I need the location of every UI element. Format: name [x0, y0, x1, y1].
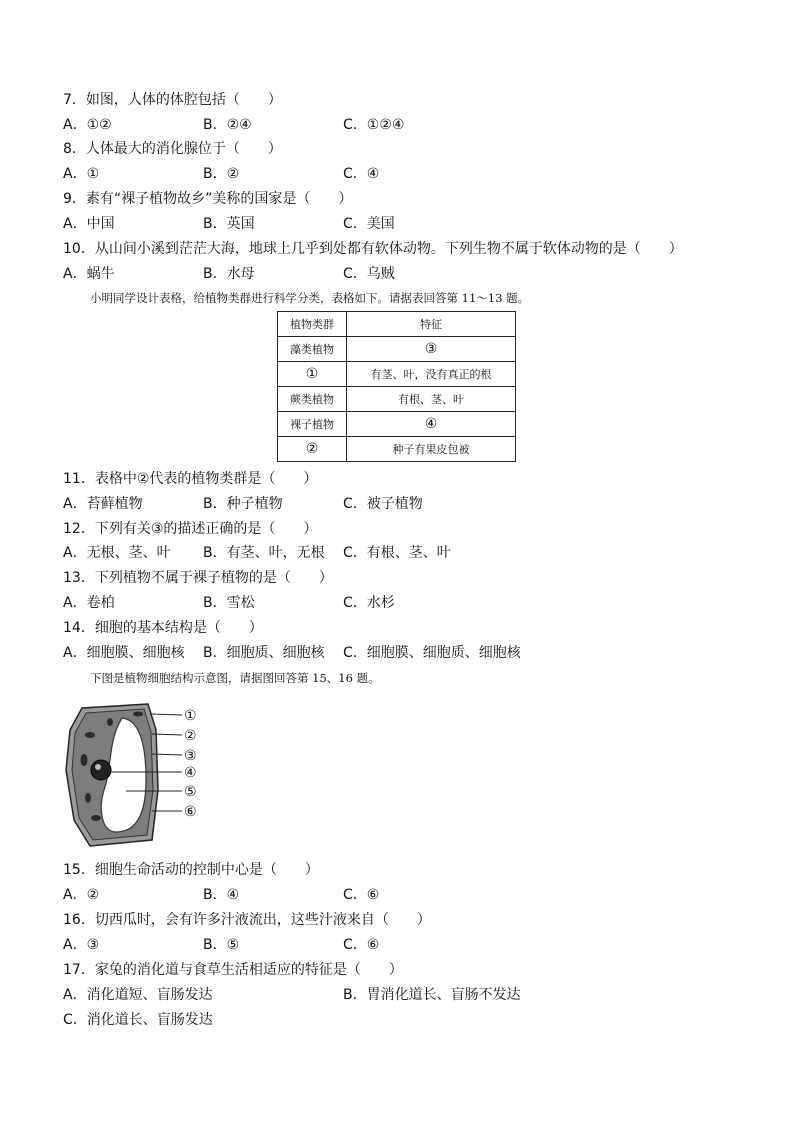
diagram-intro: 下图是植物细胞结构示意图，请据图回答第 15、16 题。 — [90, 671, 380, 685]
q16-option-b: B．⑤ — [203, 937, 240, 953]
nucleus — [91, 760, 111, 780]
question-16: 16．切西瓜时，会有许多汁液流出，这些汁液来自（ ） — [63, 912, 431, 928]
chloroplast — [81, 754, 88, 766]
q13-option-b: B．雪松 — [203, 595, 255, 611]
chloroplast — [91, 815, 101, 821]
q10-option-c: C．乌贼 — [343, 266, 395, 282]
q9-option-c: C．美国 — [343, 216, 395, 232]
table-intro: 小明同学设计表格，给植物类群进行科学分类，表格如下。请据表回答第 11～13 题。 — [90, 291, 530, 305]
diagram-label-6: ⑥ — [184, 804, 197, 820]
q15-option-a: A．② — [63, 887, 100, 903]
q10-option-a: A．蜗牛 — [63, 266, 115, 282]
diagram-label-2: ② — [184, 728, 197, 744]
table-cell: ① — [278, 362, 347, 387]
table-cell: 裸子植物 — [278, 412, 347, 437]
question-13: 13．下列植物不属于裸子植物的是（ ） — [63, 570, 333, 586]
diagram-label-4: ④ — [184, 765, 197, 781]
chloroplast — [107, 718, 113, 726]
table-row — [278, 337, 516, 362]
q8-option-a: A．① — [63, 166, 100, 182]
table-row — [278, 412, 516, 437]
q15-option-c: C．⑥ — [343, 887, 380, 903]
table-header-feature: 特征 — [347, 312, 516, 337]
q10-option-b: B．水母 — [203, 266, 255, 282]
table-row — [278, 312, 516, 337]
question-17: 17．家兔的消化道与食草生活相适应的特征是（ ） — [63, 962, 403, 978]
question-11: 11．表格中②代表的植物类群是（ ） — [63, 471, 318, 487]
q17-option-a: A．消化道短、盲肠发达 — [63, 987, 213, 1003]
q17-option-b: B．胃消化道长、盲肠不发达 — [343, 987, 521, 1003]
q14-option-a: A．细胞膜、细胞核 — [63, 645, 185, 661]
q11-option-b: B．种子植物 — [203, 496, 283, 512]
q14-option-b: B．细胞质、细胞核 — [203, 645, 325, 661]
q11-option-a: A．苔藓植物 — [63, 496, 143, 512]
table-cell: ③ — [347, 337, 516, 362]
nucleolus — [95, 764, 101, 770]
q8-option-c: C．④ — [343, 166, 380, 182]
table-row — [278, 437, 516, 462]
q7-option-a: A．①② — [63, 117, 112, 133]
q16-option-c: C．⑥ — [343, 937, 380, 953]
q9-option-a: A．中国 — [63, 216, 115, 232]
table-cell: ④ — [347, 412, 516, 437]
table-cell: ② — [278, 437, 347, 462]
q13-option-c: C．水杉 — [343, 595, 395, 611]
q9-option-b: B．英国 — [203, 216, 255, 232]
diagram-label-3: ③ — [184, 748, 197, 764]
q7-option-c: C．①②④ — [343, 117, 405, 133]
q12-option-a: A．无根、茎、叶 — [63, 545, 171, 561]
question-14: 14．细胞的基本结构是（ ） — [63, 620, 263, 636]
chloroplast — [133, 712, 143, 717]
table-cell: 藻类植物 — [278, 337, 347, 362]
question-12: 12．下列有关③的描述正确的是（ ） — [63, 521, 318, 537]
q17-option-c: C．消化道长、盲肠发达 — [63, 1012, 213, 1028]
diagram-label-1: ① — [184, 708, 197, 724]
question-10: 10．从山间小溪到茫茫大海，地球上几乎到处都有软体动物。下列生物不属于软体动物的是（ ） — [63, 241, 683, 257]
chloroplast — [85, 793, 91, 803]
table-cell: 有根、茎、叶 — [347, 387, 516, 412]
q8-option-b: B．② — [203, 166, 240, 182]
diagram-label-5: ⑤ — [184, 784, 197, 800]
table-header-group: 植物类群 — [278, 312, 347, 337]
table-cell: 有茎、叶，没有真正的根 — [347, 362, 516, 387]
plant-classification-table — [277, 311, 516, 462]
chloroplast — [85, 732, 95, 738]
question-7: 7．如图，人体的体腔包括（ ） — [63, 92, 282, 108]
q15-option-b: B．④ — [203, 887, 240, 903]
q7-option-b: B．②④ — [203, 117, 252, 133]
question-15: 15．细胞生命活动的控制中心是（ ） — [63, 862, 319, 878]
q13-option-a: A．卷柏 — [63, 595, 115, 611]
question-8: 8．人体最大的消化腺位于（ ） — [63, 141, 282, 157]
q12-option-b: B．有茎、叶，无根 — [203, 545, 325, 561]
table-cell: 种子有果皮包被 — [347, 437, 516, 462]
q16-option-a: A．③ — [63, 937, 100, 953]
table-row — [278, 362, 516, 387]
plant-cell-diagram — [60, 700, 210, 850]
q11-option-c: C．被子植物 — [343, 496, 423, 512]
question-9: 9．素有“裸子植物故乡”美称的国家是（ ） — [63, 191, 353, 207]
table-row — [278, 387, 516, 412]
q12-option-c: C．有根、茎、叶 — [343, 545, 451, 561]
table-cell: 蕨类植物 — [278, 387, 347, 412]
q14-option-c: C．细胞膜、细胞质、细胞核 — [343, 645, 521, 661]
